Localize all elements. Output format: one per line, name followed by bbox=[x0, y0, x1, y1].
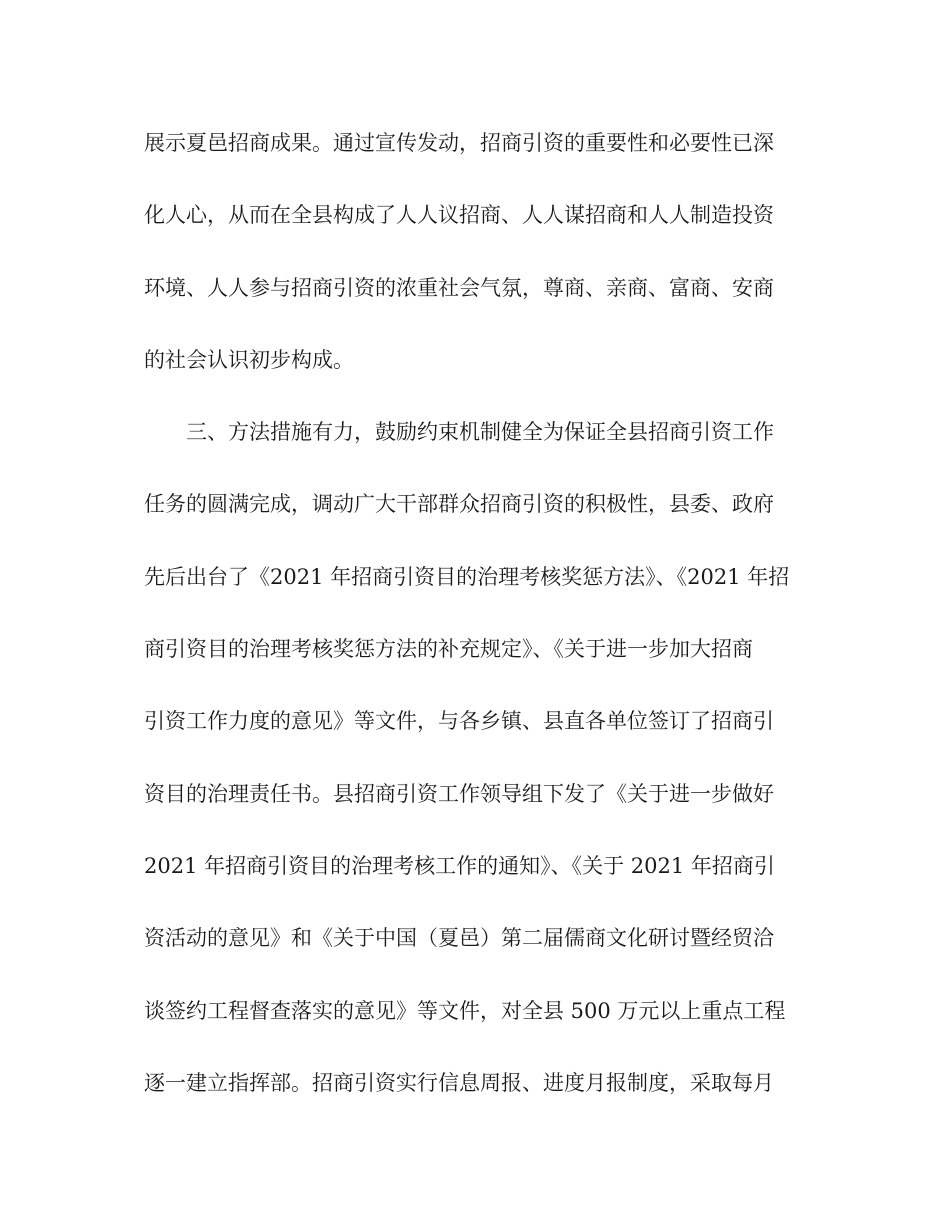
text-line-2: 化人心，从而在全县构成了人人议招商、人人谋招商和人人制造投资 bbox=[144, 203, 774, 228]
text-line-10: 资目的治理责任书。县招商引资工作领导组下发了《关于进一步做好 bbox=[144, 781, 774, 806]
text-line-7: 先后出台了《2021 年招商引资目的治理考核奖惩方法》、《2021 年招 bbox=[144, 564, 790, 589]
text-line-4: 的社会认识初步构成。 bbox=[144, 347, 354, 372]
text-line-8: 商引资目的治理考核奖惩方法的补充规定》、《关于进一步加大招商 bbox=[144, 637, 753, 662]
text-line-13: 谈签约工程督查落实的意见》等文件，对全县 500 万元以上重点工程 bbox=[144, 998, 786, 1023]
text-line-6: 任务的圆满完成，调动广大干部群众招商引资的积极性，县委、政府 bbox=[144, 492, 774, 517]
text-line-3: 环境、人人参与招商引资的浓重社会气氛，尊商、亲商、富商、安商 bbox=[144, 275, 774, 300]
text-line-14: 逐一建立指挥部。招商引资实行信息周报、进度月报制度，采取每月 bbox=[144, 1070, 774, 1095]
body-text bbox=[144, 123, 809, 1135]
section-three-first-line: 三、方法措施有力，鼓励约束机制健全为保证全县招商引资工作 bbox=[186, 420, 774, 445]
text-line-9: 引资工作力度的意见》等文件，与各乡镇、县直各单位签订了招商引 bbox=[144, 709, 774, 734]
text-line-1: 展示夏邑招商成果。通过宣传发动，招商引资的重要性和必要性已深 bbox=[144, 131, 774, 155]
text-line-12: 资活动的意见》和《关于中国（夏邑）第二届儒商文化研讨暨经贸洽 bbox=[144, 926, 774, 951]
text-line-11: 2021 年招商引资目的治理考核工作的通知》、《关于 2021 年招商引 bbox=[144, 853, 775, 878]
